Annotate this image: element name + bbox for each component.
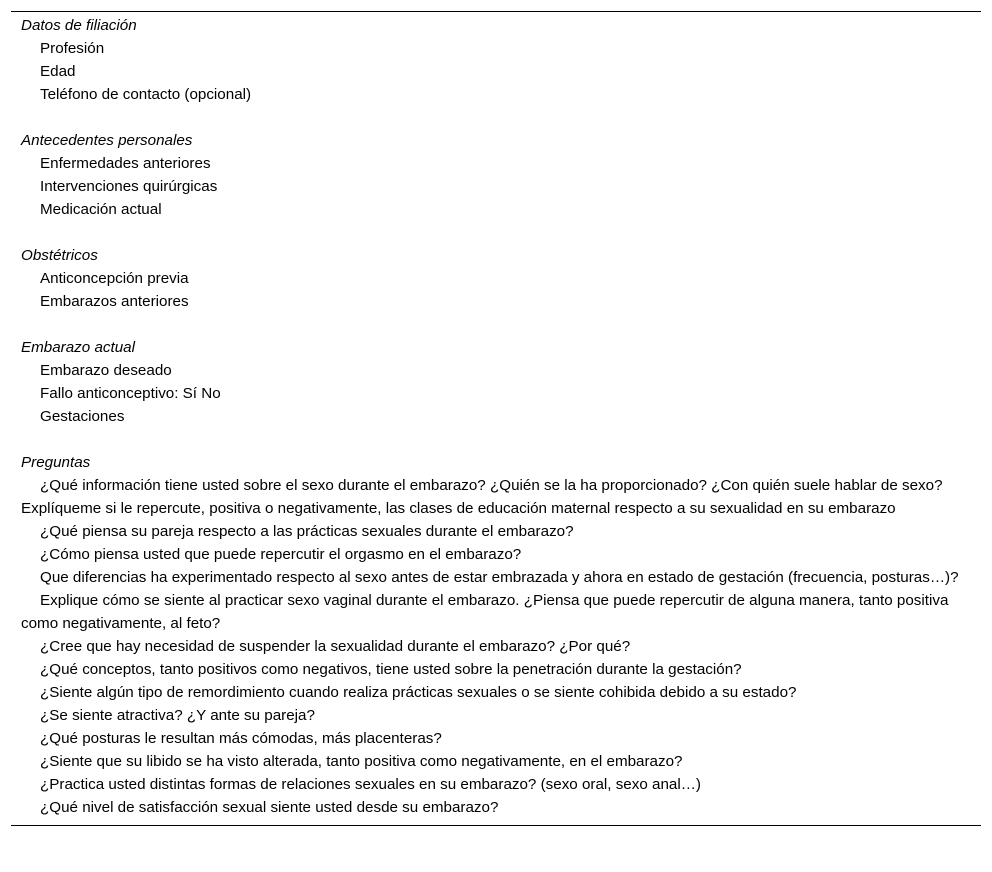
section-heading: Embarazo actual: [21, 339, 135, 356]
list-item: Fallo anticonceptivo: Sí No: [40, 385, 221, 402]
section-spacer: [21, 428, 971, 451]
list-item: Profesión: [40, 40, 105, 57]
section-heading: Preguntas: [21, 454, 91, 471]
section-filiation: [21, 14, 971, 106]
question-item: ¿Cree que hay necesidad de suspender la sexualidad durante el embarazo? ¿Por qué?: [40, 638, 631, 655]
list-item: Medicación actual: [40, 201, 162, 218]
list-item: Gestaciones: [40, 408, 125, 425]
question-item: ¿Se siente atractiva? ¿Y ante su pareja?: [40, 707, 315, 724]
list-item: Edad: [40, 63, 76, 80]
list-item: Embarazo deseado: [40, 362, 172, 379]
question-item: ¿Qué posturas le resultan más cómodas, más placenteras?: [40, 730, 442, 747]
section-obstetric: [21, 244, 971, 313]
section-spacer: [21, 106, 971, 129]
list-item: Anticoncepción previa: [40, 270, 189, 287]
list-item: Teléfono de contacto (opcional): [40, 86, 252, 103]
question-item: ¿Qué nivel de satisfacción sexual siente usted desde su embarazo?: [40, 799, 499, 816]
question-item: ¿Practica usted distintas formas de relaciones sexuales en su embarazo? (sexo oral, sexo anal…): [40, 776, 701, 793]
questionnaire-table: [11, 11, 981, 826]
section-spacer: [21, 313, 971, 336]
section-heading: Datos de filiación: [21, 17, 137, 34]
question-item: Explique cómo se siente al practicar sexo vaginal durante el embarazo. ¿Piensa que puede repercutir de alguna manera, tanto positiva como negativamente, al feto?: [21, 592, 949, 632]
question-item: ¿Qué piensa su pareja respecto a las prácticas sexuales durante el embarazo?: [40, 523, 574, 540]
section-questions: [21, 451, 971, 819]
question-item: ¿Qué información tiene usted sobre el sexo durante el embarazo? ¿Quién se la ha proporcionado? ¿Con quién suele hablar de sexo? Explíqueme si le repercute, positiva o negativamente, las clases de educación maternal respecto a su sexualidad en su embarazo: [21, 477, 943, 517]
list-item: Intervenciones quirúrgicas: [40, 178, 218, 195]
section-heading: Obstétricos: [21, 247, 98, 264]
section-spacer: [21, 221, 971, 244]
question-item: Que diferencias ha experimentado respecto al sexo antes de estar embrazada y ahora en estado de gestación (frecuencia, posturas…)?: [40, 569, 959, 586]
section-current-pregnancy: [21, 336, 971, 428]
section-personal-history: [21, 129, 971, 221]
question-item: ¿Cómo piensa usted que puede repercutir el orgasmo en el embarazo?: [40, 546, 522, 563]
section-heading: Antecedentes personales: [21, 132, 193, 149]
question-item: ¿Siente que su libido se ha visto alterada, tanto positiva como negativamente, en el embarazo?: [40, 753, 683, 770]
question-item: ¿Siente algún tipo de remordimiento cuando realiza prácticas sexuales o se siente cohibida debido a su estado?: [40, 684, 797, 701]
list-item: Embarazos anteriores: [40, 293, 189, 310]
question-item: ¿Qué conceptos, tanto positivos como negativos, tiene usted sobre la penetración durante la gestación?: [40, 661, 742, 678]
list-item: Enfermedades anteriores: [40, 155, 211, 172]
